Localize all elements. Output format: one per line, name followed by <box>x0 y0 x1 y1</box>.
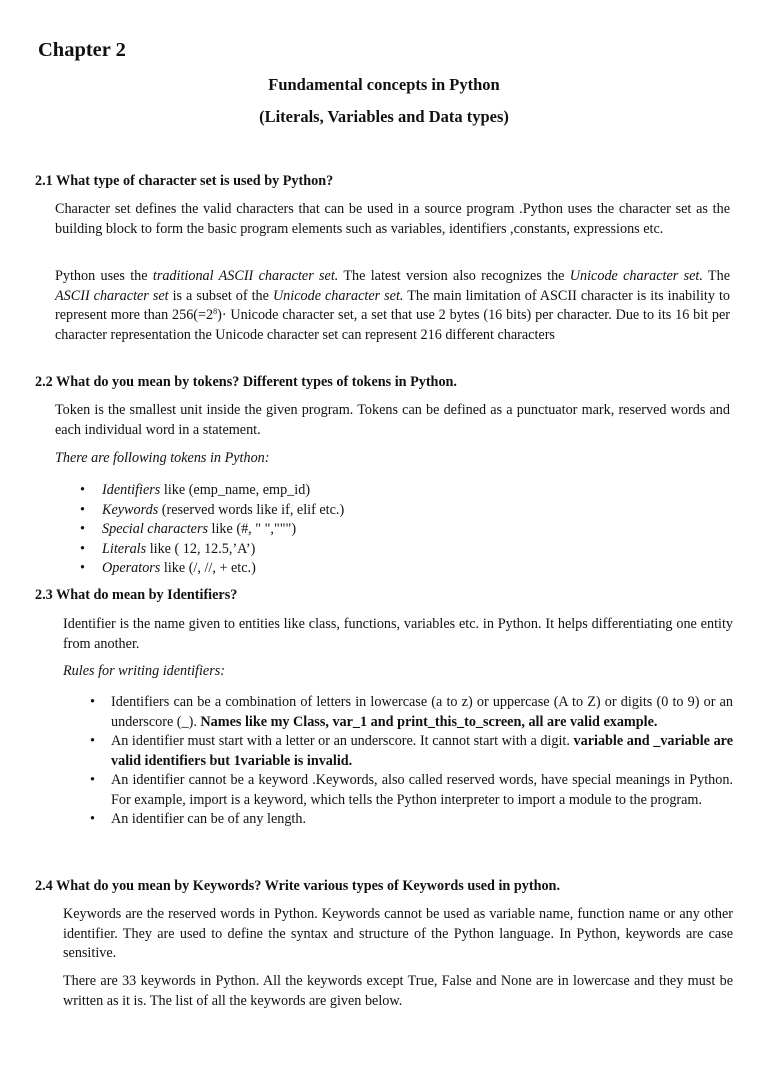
list-item: • An identifier can be of any length. <box>90 810 733 830</box>
list-item: • An identifier must start with a letter or an underscore. It cannot start with a digit. variable and _variable are valid identifiers but 1variable is invalid. <box>90 732 733 771</box>
list-item: • An identifier cannot be a keyword .Keywords, also called reserved words, have special meanings in Python. For example, import is a keyword, which tells the Python interpreter to import a module to the program. <box>90 771 733 810</box>
list-item: • Keywords (reserved words like if, elif etc.) <box>80 501 344 521</box>
list-item: • Identifiers like (emp_name, emp_id) <box>80 481 344 501</box>
page-subtitle: (Literals, Variables and Data types) <box>259 107 509 126</box>
list-item: • Literals like ( 12, 12.5,’A’) <box>80 540 344 560</box>
list-item: • Special characters like (#, " ",""") <box>80 520 344 540</box>
section-2-3-paragraph-1: Identifier is the name given to entities like class, functions, variables etc. in Python. It helps differentiating one entity from another. <box>63 616 733 652</box>
section-2-4-heading: 2.4 What do you mean by Keywords? Write various types of Keywords used in python. <box>35 878 560 894</box>
list-item: • Identifiers can be a combination of letters in lowercase (a to z) or uppercase (A to Z) or digits (0 to 9) or an underscore (_). Names like my Class, var_1 and print_this_to_screen, all are valid example. <box>90 693 733 732</box>
section-2-1-paragraph-1: Character set defines the valid characters that can be used in a source program .Python uses the character set as the building block to form the basic program elements such as variables, identifiers ,constants, expressions etc. <box>55 201 730 237</box>
identifier-rules-list <box>90 693 733 830</box>
section-2-4-paragraph-2: There are 33 keywords in Python. All the keywords except True, False and None are in lowercase and they must be written as it is. The list of all the keywords are given below. <box>63 973 733 1009</box>
section-2-4-paragraph-1: Keywords are the reserved words in Python. Keywords cannot be used as variable name, function name or any other identifier. They are used to define the syntax and structure of the Python language. In Python, keywords are case sensitive. <box>63 906 733 961</box>
section-2-2-paragraph-2: There are following tokens in Python: <box>55 450 270 466</box>
section-2-1-paragraph-2: Python uses the traditional ASCII character set. The latest version also recognizes the Unicode character set. The ASCII character set is a subset of the Unicode character set. The main limitation of ASCII character is its inability to represent more than $256(=2^8)\cdot$ Unicode character set, a set that use 2 bytes (16 bits) per character. Due to its 16 bit per character representation the Unicode character set can represent 216 different characters <box>55 268 731 343</box>
chapter-heading: Chapter 2 <box>38 39 126 61</box>
section-2-2-paragraph-1: Token is the smallest unit inside the given program. Tokens can be defined as a punctuator mark, reserved words and each individual word in a statement. <box>55 402 730 438</box>
section-2-2-heading: 2.2 What do you mean by tokens? Different types of tokens in Python. <box>35 374 457 390</box>
section-2-1-heading: 2.1 What type of character set is used by Python? <box>35 173 334 189</box>
list-item: • Operators like (/, //, + etc.) <box>80 559 344 579</box>
page-title: Fundamental concepts in Python <box>268 75 500 94</box>
section-2-3-paragraph-2: Rules for writing identifiers: <box>63 663 225 679</box>
section-2-3-heading: 2.3 What do mean by Identifiers? <box>35 587 238 603</box>
token-list <box>80 481 344 579</box>
